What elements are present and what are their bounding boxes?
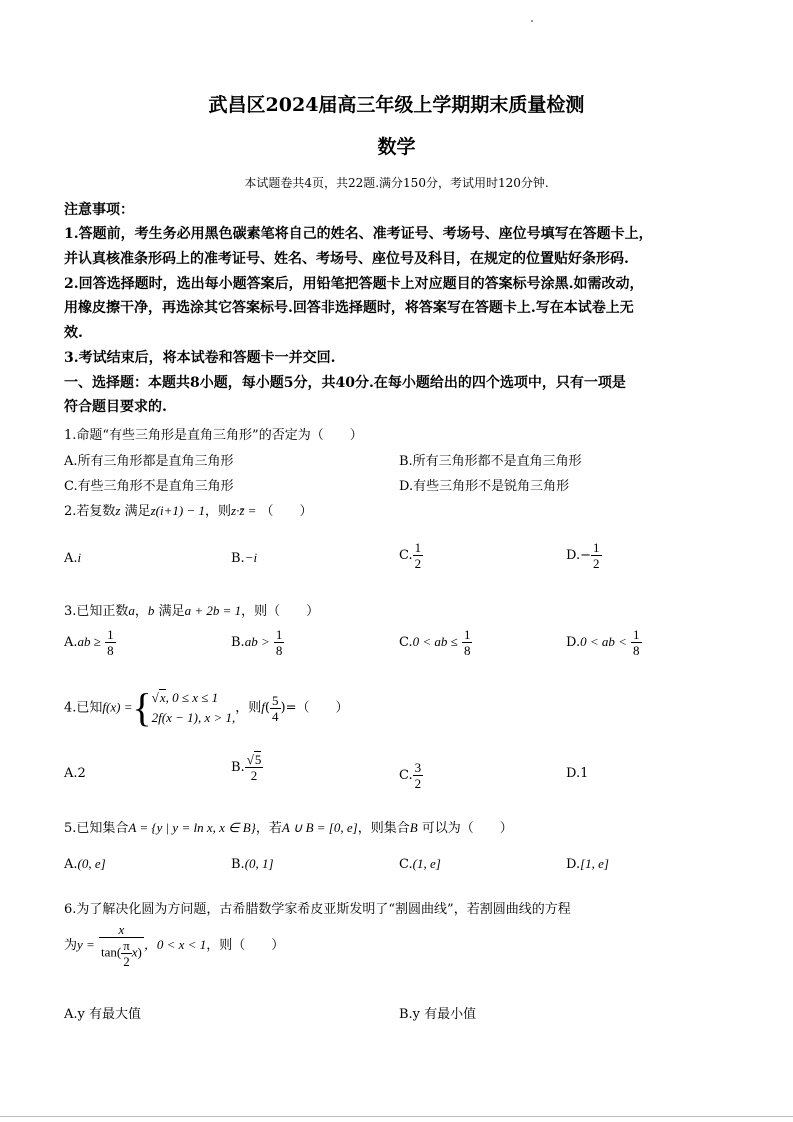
q5-a-label: A.: [64, 857, 78, 872]
q2-d-sign: −: [580, 548, 591, 563]
q3-c-fraction: [462, 627, 473, 658]
q2-d-den: 2: [593, 556, 600, 571]
q3-comma: ，: [134, 604, 148, 619]
q5-prefix: 5.已知集合: [64, 821, 129, 836]
q3-option-b: [231, 627, 284, 658]
q3-prefix: 3.已知正数: [64, 604, 129, 619]
q3-b-label: B.: [231, 635, 245, 650]
q2-expr: z·z̄ =: [231, 503, 257, 518]
q5-option-d: [566, 856, 609, 872]
q2-option-d: [566, 540, 602, 571]
q4-stem: 4.已知f(x) ={√x, 0 ≤ x ≤ 1 2f(x − 1), x > 1,，则f( $\frac{5}{4}$ )=（ ）: [64, 685, 349, 730]
q1-option-c: C.有些三角形不是直角三角形: [64, 479, 234, 494]
q3-b: b: [147, 603, 155, 618]
exam-title: 武昌区2024届高三年级上学期期末质量检测: [208, 94, 585, 116]
q4-option-b: [231, 752, 263, 783]
q6-option-b: B.y 有最小值: [399, 1007, 477, 1022]
note-1a: 1.答题前，考生务必用黑色碳素笔将自己的姓名、准考证号、考场号、座位号填写在答题卡上，: [64, 226, 653, 242]
note-1b: 并认真核准条形码上的准考证号、姓名、考场号、座位号及科目，在规定的位置贴好条形码.: [64, 251, 629, 267]
q2-c-num: 1: [414, 540, 422, 555]
q3-tail: ，则（ ）: [241, 604, 320, 619]
q4-paren: （ ）: [296, 700, 349, 716]
q2-var: z: [115, 503, 121, 518]
q5-c-label: C.: [399, 857, 413, 872]
q2-a-label: A.: [64, 551, 78, 566]
q3-b-expr: ab >: [244, 634, 270, 649]
q5-option-b: [231, 856, 274, 872]
exam-info: 本试题卷共4页，共22题.满分150分，考试用时120分钟.: [244, 176, 549, 190]
q2-b-value: −i: [244, 550, 258, 565]
q4-eq: =: [285, 700, 297, 716]
q3-c-num: 1: [463, 627, 471, 642]
q6-option-a: A.y 有最大值: [64, 1007, 141, 1022]
q6-prefix: 为: [64, 938, 78, 953]
q2-prefix: 2.若复数: [64, 504, 116, 519]
q4-option-d: D.1: [566, 766, 589, 781]
q2-c-den: 2: [414, 556, 422, 571]
q6-stem: 6.为了解决化圆为方问题，古希腊数学家希皮亚斯发明了“割圆曲线”，若割圆曲线的方程: [64, 902, 571, 917]
q3-a-expr: ab ≥: [77, 634, 101, 649]
q2-paren: （ ）: [260, 504, 313, 519]
q3-stem: [64, 600, 319, 619]
q6-den-fraction: [121, 938, 132, 969]
q4-option-c: [399, 760, 423, 791]
q6-den-tan: tan: [100, 944, 117, 960]
q1-option-d: D.有些三角形不是锐角三角形: [399, 479, 570, 494]
q2-option-c: [399, 540, 423, 571]
q2-c-fraction: [413, 540, 424, 571]
q3-a-fraction: [105, 627, 116, 658]
q3-c-den: 8: [463, 643, 471, 658]
q4-c-den: 2: [414, 776, 422, 791]
q3-d-num: 1: [633, 627, 640, 642]
q3-d-expr: 0 < ab <: [580, 634, 627, 649]
q3-d-den: 8: [633, 643, 640, 658]
q6-fraction: [99, 922, 144, 969]
note-2b: 用橡皮擦干净，再选涂其它答案标号.回答非选择题时，将答案写在答题卡上.写在本试卷上无: [64, 300, 634, 316]
q1-option-a: A.所有三角形都是直角三角形: [64, 454, 234, 469]
q4-c-fraction: [413, 760, 424, 791]
q5-tail2: 可以为（ ）: [421, 821, 513, 836]
q3-b-fraction: [274, 627, 285, 658]
q3-option-a: [64, 627, 116, 658]
q4-c-label: C.: [399, 768, 413, 783]
q3-d-label: D.: [566, 635, 581, 650]
q5-option-c: [399, 856, 441, 872]
q4-arg-den: 4: [272, 708, 279, 724]
q2-d-num: 1: [593, 540, 600, 555]
q4-arg-fraction: [270, 693, 281, 724]
q2-b-label: B.: [231, 551, 245, 566]
q5-set: A = {y | y = ln x, x ∈ B}: [128, 820, 256, 835]
q3-a: a: [128, 603, 135, 618]
q6-y: y =: [77, 937, 95, 952]
q3-b-den: 8: [275, 643, 283, 658]
section1-heading-a: 一、选择题：本题共8小题，每小题5分，共40分.在每小题给出的四个选项中，只有一项是: [64, 375, 626, 391]
q2-c-label: C.: [399, 548, 413, 563]
q5-d-value: [1, e]: [580, 856, 609, 871]
page-bottom-divider: [0, 1116, 793, 1117]
scan-dot: [531, 20, 533, 22]
q4-prefix: 4.已知: [64, 700, 103, 716]
q2-d-label: D.: [566, 548, 581, 563]
q5-tail: ，则集合: [357, 821, 410, 836]
note-2a: 2.回答选择题时，选出每小题答案后，用铅笔把答题卡上对应题目的答案标号涂黑.如需改动，: [64, 276, 644, 292]
q5-d-label: D.: [566, 857, 581, 872]
q3-mid: 满足: [158, 604, 185, 619]
q3-c-expr: 0 < ab ≤: [412, 634, 458, 649]
q5-b: B: [409, 820, 418, 835]
q4-b-sqrt: 5: [254, 752, 262, 767]
q5-a-value: (0, e]: [77, 856, 106, 871]
note-3: 3.考试结束后，将本试卷和答题卡一并交回.: [64, 350, 336, 366]
q4-then: ，则: [235, 700, 262, 716]
q4-b-fraction: [245, 752, 264, 783]
q5-mid: ，若: [255, 821, 282, 836]
q5-b-value: (0, 1]: [244, 856, 274, 871]
q5-c-value: (1, e]: [412, 856, 441, 871]
q5-union: A ∪ B = [0, e]: [281, 820, 358, 835]
q5-option-a: [64, 856, 106, 872]
q4-brace: {: [132, 685, 152, 730]
q4-b-label: B.: [231, 760, 245, 775]
section1-heading-b: 符合题目要求的.: [64, 399, 167, 415]
q4-f: f: [261, 699, 265, 715]
note-2c: 效.: [64, 325, 83, 341]
q6-range: ，0 < x < 1: [143, 937, 207, 952]
q4-case1-sqrt: x: [159, 690, 166, 705]
q2-option-a: [64, 550, 81, 566]
q6-tail: ，则（ ）: [206, 938, 285, 953]
q5-b-label: B.: [231, 857, 245, 872]
q3-cond: a + 2b = 1: [184, 603, 242, 618]
q1-option-b: B.所有三角形都不是直角三角形: [399, 454, 582, 469]
subject-title: 数学: [377, 136, 416, 158]
q4-arg-num: 5: [272, 692, 279, 708]
q3-a-den: 8: [107, 643, 114, 658]
q2-stem: [64, 500, 313, 519]
q4-b-den: 2: [250, 768, 258, 783]
q3-option-d: [566, 627, 642, 658]
q6-den: tan( $\frac{\pi}{2}$ x): [100, 938, 142, 969]
q2-option-b: [231, 550, 257, 566]
q4-case1-cond: , 0 ≤ x ≤ 1: [165, 690, 219, 705]
q6-den-2: 2: [123, 954, 130, 969]
q4-c-num: 3: [414, 760, 422, 775]
q1-stem: 1.命题“有些三角形是直角三角形”的否定为（ ）: [64, 428, 363, 443]
notes-heading: 注意事项：: [64, 202, 134, 218]
q6-equation: [64, 922, 284, 969]
q4-b-num: √5: [246, 752, 262, 767]
q2-then: ，则: [205, 504, 232, 519]
q2-d-fraction: [591, 540, 602, 571]
q2-a-value: i: [77, 550, 82, 565]
q4-cases: [152, 688, 236, 728]
q4-fx: f(x) =: [102, 699, 133, 715]
q3-c-label: C.: [399, 635, 413, 650]
q3-option-c: [399, 627, 472, 658]
q4-case1: √x, 0 ≤ x ≤ 1: [151, 690, 219, 705]
q3-a-label: A.: [64, 635, 78, 650]
q2-mid: 满足: [124, 504, 151, 519]
q3-b-num: 1: [275, 627, 283, 642]
q6-den-x: x: [131, 944, 138, 960]
q3-d-fraction: [631, 627, 642, 658]
q5-stem: [64, 817, 513, 836]
q3-a-num: 1: [107, 627, 114, 642]
q4-option-a: A.2: [64, 766, 86, 781]
q4-case2: 2f(x − 1), x > 1,: [151, 710, 236, 725]
q2-cond: z(i+1) − 1: [150, 503, 205, 518]
q6-den-pi: π: [123, 938, 130, 953]
q6-num: x: [99, 922, 144, 938]
